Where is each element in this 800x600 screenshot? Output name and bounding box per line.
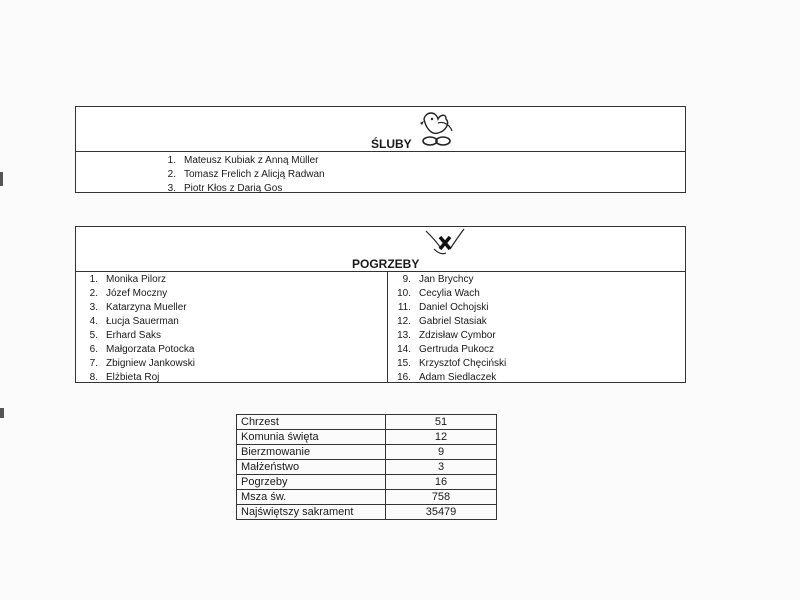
table-row: Chrzest 51 [237,415,497,430]
funerals-section [75,226,686,383]
weddings-header [76,107,685,152]
list-item: 13. Zdzisław Cymbor [397,330,496,341]
list-item: 15. Krzysztof Chęciński [397,358,507,369]
weddings-section [75,106,686,193]
table-row: Małżeństwo 3 [237,460,497,475]
list-item: 8. Elżbieta Roj [89,372,160,383]
table-row: Najświętszy sakrament 35479 [237,505,497,520]
scan-mark [0,408,4,418]
scan-mark [0,172,3,186]
table-row: Komunia święta 12 [237,430,497,445]
list-item: 16. Adam Siedlaczek [397,372,497,383]
weddings-list [76,152,685,196]
list-item: 11. Daniel Ochojski [397,302,489,313]
list-item: 5. Erhard Saks [89,330,162,341]
funerals-title: POGRZEBY [352,257,420,271]
weddings-title: ŚLUBY [371,137,412,151]
list-item: 1. Monika Pilorz [89,274,167,285]
list-item: 2. Józef Moczny [89,288,168,299]
sacraments-table [236,414,497,520]
cross-icon [420,227,468,261]
list-item: 3. Katarzyna Mueller [89,302,187,313]
list-item: 12. Gabriel Stasiak [397,316,487,327]
list-item: 1. Mateusz Kubiak z Anną Müller [167,155,319,166]
funerals-list-right [388,272,686,383]
list-item: 9. Jan Brychcy [402,274,474,285]
list-item: 6. Małgorzata Potocka [89,344,195,355]
doves-icon [416,109,458,149]
table-row: Pogrzeby 16 [237,475,497,490]
list-item: 7. Zbigniew Jankowski [89,358,195,369]
funerals-list-left [76,272,388,383]
list-item: 14. Gertruda Pukocz [397,344,495,355]
table-row: Bierzmowanie 9 [237,445,497,460]
list-item: 3. Piotr Kłos z Darią Gos [167,183,283,194]
list-item: 2. Tomasz Frelich z Alicją Radwan [167,169,325,180]
funerals-header [76,227,685,272]
list-item: 10. Cecylia Wach [397,288,480,299]
list-item: 4. Łucja Sauerman [89,316,179,327]
table-row: Msza św. 758 [237,490,497,505]
